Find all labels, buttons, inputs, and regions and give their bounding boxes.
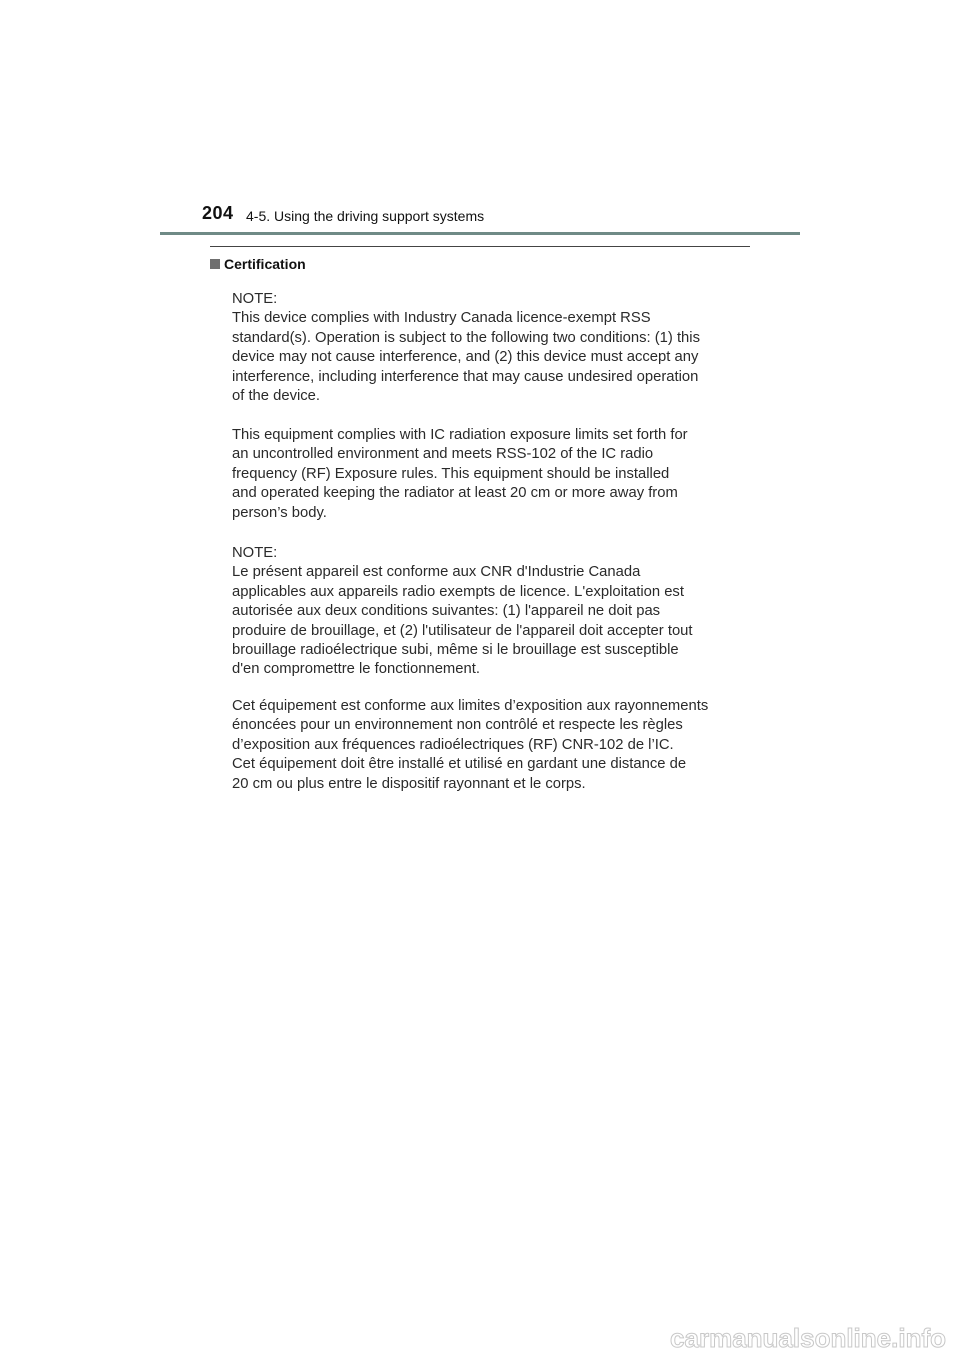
- section-heading-text: Certification: [224, 256, 306, 272]
- square-bullet-icon: [210, 259, 220, 269]
- notice-line: interference, including interference that may cause undesired operation: [232, 368, 699, 385]
- notice-line: Le présent appareil est conforme aux CNR d'Industrie Canada: [232, 564, 641, 581]
- notice-line: Cet équipement est conforme aux limites d’exposition aux rayonnements: [232, 698, 709, 714]
- notice-line: person’s body.: [232, 504, 327, 521]
- notice-en-exposure: [232, 426, 742, 523]
- notice-line: brouillage radioélectrique subi, même si le brouillage est susceptible: [232, 642, 679, 659]
- notice-fr-note: [232, 544, 742, 680]
- notice-line: of the device.: [232, 388, 321, 405]
- notice-line: device may not cause interference, and (2) this device must accept any: [232, 349, 699, 366]
- notice-fr-exposure: [232, 697, 742, 794]
- page-number: 204: [202, 203, 234, 223]
- notice-line: d'en compromettre le fonctionnement.: [232, 661, 480, 678]
- notice-line: standard(s). Operation is subject to the following two conditions: (1) this: [232, 329, 700, 346]
- section-rule: [210, 246, 750, 247]
- svg-text:carmanualsonline.info: carmanualsonline.info: [670, 1323, 946, 1353]
- notice-line: produire de brouillage, et (2) l'utilisateur de l'appareil doit accepter tout: [232, 622, 693, 639]
- notice-line: This device complies with Industry Canada licence-exempt RSS: [232, 310, 651, 327]
- notice-line: frequency (RF) Exposure rules. This equipment should be installed: [232, 465, 670, 482]
- running-header-title: 4-5. Using the driving support systems: [246, 208, 485, 224]
- notice-line: Cet équipement doit être installé et utilisé en gardant une distance de: [232, 756, 687, 773]
- header-rule: [160, 232, 800, 235]
- notice-line: an uncontrolled environment and meets RSS-102 of the IC radio: [232, 446, 654, 463]
- notice-line: NOTE:: [232, 291, 278, 307]
- section-heading: [210, 256, 306, 272]
- notice-line: 20 cm ou plus entre le dispositif rayonnant et le corps.: [232, 775, 586, 792]
- notice-line: d’exposition aux fréquences radioélectriques (RF) CNR-102 de l’IC.: [232, 736, 674, 753]
- notice-line: This equipment complies with IC radiation exposure limits set forth for: [232, 427, 688, 443]
- notice-line: autorisée aux deux conditions suivantes: (1) l'appareil ne doit pas: [232, 603, 661, 620]
- notice-line: énoncées pour un environnement non contrôlé et respecte les règles: [232, 717, 683, 734]
- notice-en-note: [232, 290, 742, 406]
- notice-line: and operated keeping the radiator at least 20 cm or more away from: [232, 485, 678, 502]
- notice-line: applicables aux appareils radio exempts de licence. L'exploitation est: [232, 583, 684, 600]
- notice-line: NOTE:: [232, 545, 278, 561]
